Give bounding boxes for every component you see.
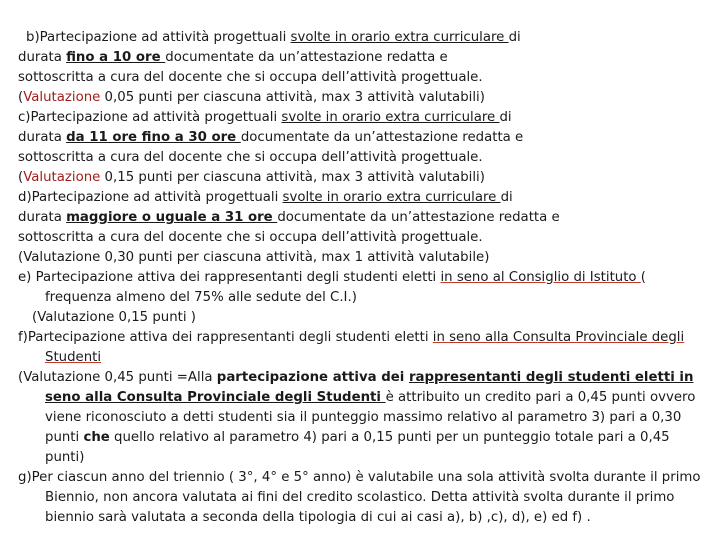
section-e-score: (Valutazione 0,15 punti ) [32, 310, 196, 325]
section-d-score: (Valutazione 0,30 punti per ciascuna attività, max 1 attività valutabile) [18, 250, 490, 265]
section-b-line-2: durata fino a 10 ore documentate da un’attestazione redatta e [18, 50, 448, 65]
section-b-score: (Valutazione 0,05 punti per ciascuna attività, max 3 attività valutabili) [18, 90, 485, 105]
section-g: g)Per ciascun anno del triennio ( 3°, 4° e 5° anno) è valutabile una sola attività svolta durante il primo Biennio, non ancora valutata ai fini del credito scolastico. Detta attività svolta durante il primo biennio sarà valutata a seconda della tipologia di cui ai casi a), b) ,c), d), e) ed f) . [18, 470, 701, 525]
section-d-line-2: durata maggiore o uguale a 31 ore documentate da un’attestazione redatta e [18, 210, 560, 225]
underlined-phrase: in seno alla Consulta Provinciale degli Studenti [45, 330, 685, 365]
section-d-line-1: d)Partecipazione ad attività progettuali svolte in orario extra curriculare di [18, 190, 513, 205]
underlined-phrase: rappresentanti degli studenti eletti in seno alla Consulta Provinciale degli Studenti [45, 370, 694, 405]
section-c-line-3: sottoscritta a cura del docente che si occupa dell’attività progettuale. [18, 150, 483, 165]
document-body [18, 28, 704, 528]
underlined-phrase: svolte in orario extra curriculare [281, 110, 500, 125]
underlined-phrase: in seno al Consiglio di Istituto [440, 270, 641, 285]
section-f-score: (Valutazione 0,45 punti =Alla partecipazione attiva dei rappresentanti degli studenti eletti in seno alla Consulta Provinciale degli Studenti è attribuito un credito pari a 0,45 punti ovvero viene riconosciuto a detti studenti sia il punteggio massimo relativo al parametro 3) pari a 0,30 punti che quello relativo al parametro 4) pari a 0,15 punti per un punteggio totale pari a 0,45 punti) [18, 370, 696, 465]
underlined-phrase: svolte in orario extra curriculare [290, 30, 509, 45]
section-c-line-1: c)Partecipazione ad attività progettuali svolte in orario extra curriculare di [18, 110, 512, 125]
section-e-line-1: e) Partecipazione attiva dei rappresentanti degli studenti eletti in seno al Consiglio di Istituto ( [18, 270, 646, 285]
section-c-line-2: durata da 11 ore fino a 30 ore documentate da un’attestazione redatta e [18, 130, 524, 145]
duration-phrase: fino a 10 ore [66, 50, 166, 65]
section-d-line-3: sottoscritta a cura del docente che si occupa dell’attività progettuale. [18, 230, 483, 245]
section-b-line-3: sottoscritta a cura del docente che si occupa dell’attività progettuale. [18, 70, 483, 85]
section-f: f)Partecipazione attiva dei rappresentanti degli studenti eletti in seno alla Consulta Provinciale degli Studenti [18, 330, 685, 365]
underlined-phrase: svolte in orario extra curriculare [282, 190, 501, 205]
duration-phrase: da 11 ore fino a 30 ore [66, 130, 241, 145]
duration-phrase: maggiore o uguale a 31 ore [66, 210, 278, 225]
section-c-score: (Valutazione 0,15 punti per ciascuna attività, max 3 attività valutabili) [18, 170, 485, 185]
section-e-line-2: frequenza almeno del 75% alle sedute del C.I.) [45, 290, 357, 305]
section-b-line-1: b)Partecipazione ad attività progettuali svolte in orario extra curriculare di [26, 30, 521, 45]
